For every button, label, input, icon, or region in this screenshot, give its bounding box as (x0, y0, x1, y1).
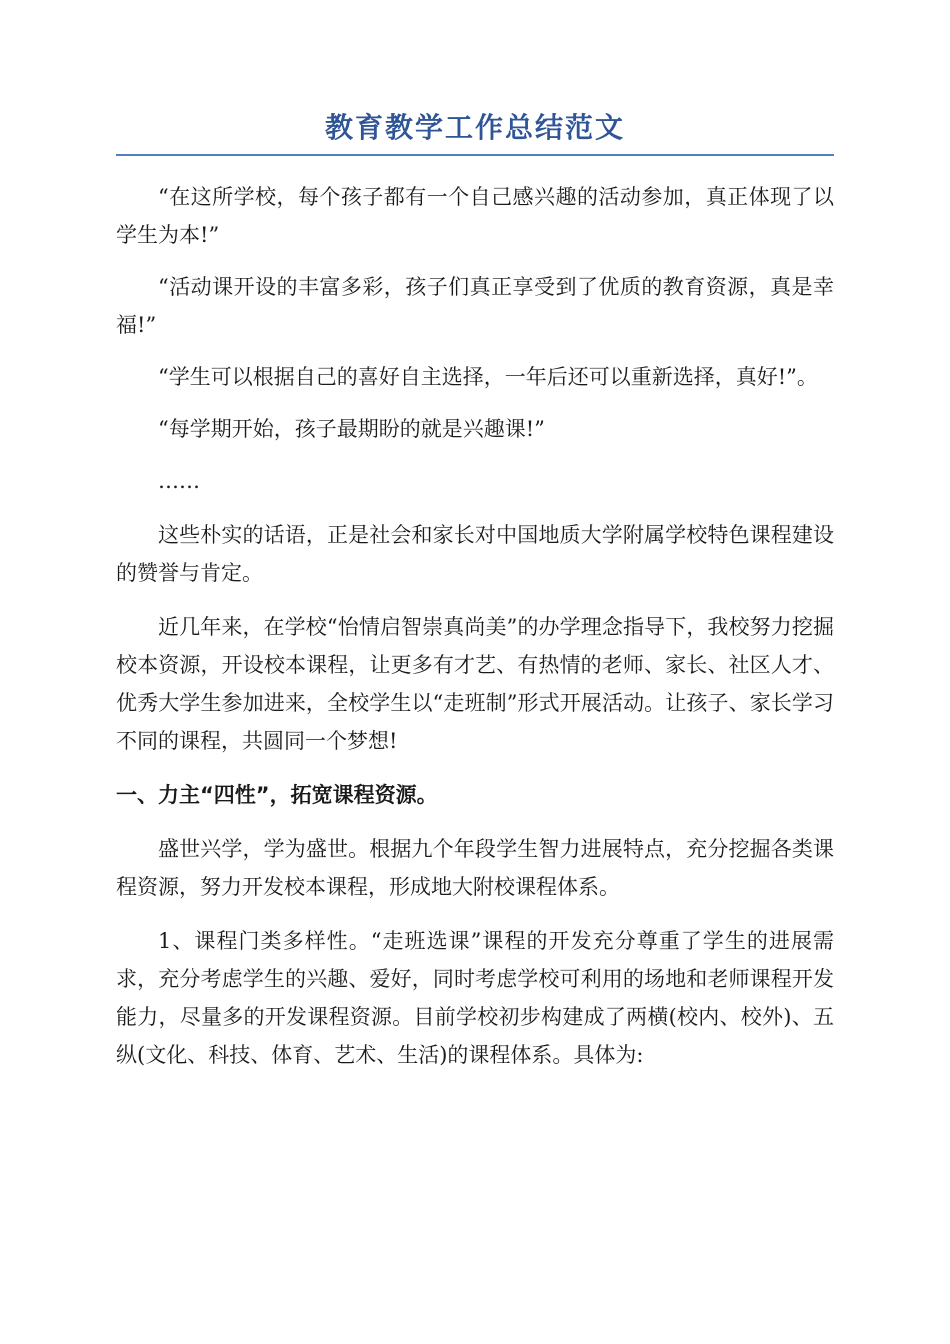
quote-paragraph-4: “每学期开始，孩子最期盼的就是兴趣课!” (158, 417, 545, 441)
quote-paragraph-1: “在这所学校，每个孩子都有一个自己感兴趣的活动参加，真正体现了以学生为本!” (116, 185, 834, 247)
body-paragraph-2: 近几年来，在学校“怡情启智崇真尚美”的办学理念指导下，我校努力挖掘校本资源，开设校本课程，让更多有才艺、有热情的老师、家长、社区人才、优秀大学生参加进来，全校学生以“走班制”形式开展活动。让孩子、家长学习不同的课程，共圆同一个梦想! (116, 615, 834, 753)
body-paragraph-1: 这些朴实的话语，正是社会和家长对中国地质大学附属学校特色课程建设的赞誉与肯定。 (116, 523, 834, 585)
ellipsis-paragraph: …… (158, 469, 200, 493)
section-heading: 一、力主“四性”，拓宽课程资源。 (116, 783, 438, 807)
quote-paragraph-3: “学生可以根据自己的喜好自主选择，一年后还可以重新选择，真好!”。 (158, 365, 818, 389)
document-page (116, 110, 834, 1074)
section-paragraph-2: 1、课程门类多样性。“走班选课”课程的开发充分尊重了学生的进展需求，充分考虑学生的兴趣、爱好，同时考虑学校可利用的场地和老师课程开发能力，尽量多的开发课程资源。目前学校初步构建成了两横(校内、校外)、五纵(文化、科技、体育、艺术、生活)的课程体系。具体为: (116, 929, 834, 1067)
page-title: 教育教学工作总结范文 (116, 110, 834, 156)
section-paragraph-1: 盛世兴学，学为盛世。根据九个年段学生智力进展特点，充分挖掘各类课程资源，努力开发校本课程，形成地大附校课程体系。 (116, 837, 834, 899)
quote-paragraph-2: “活动课开设的丰富多彩，孩子们真正享受到了优质的教育资源，真是幸福!” (116, 275, 834, 337)
